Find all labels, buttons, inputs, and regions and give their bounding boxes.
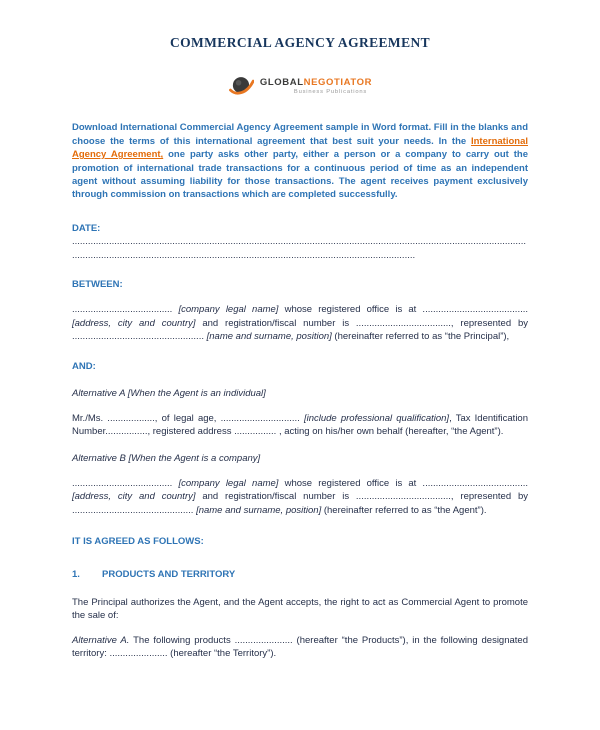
brand-global: GLOBAL [259, 76, 304, 88]
logo [72, 73, 528, 99]
placeholder-company-legal-name: [company legal name] [178, 477, 279, 489]
alternative-b-agent-heading: Alternative B [When the Agent is a company] [72, 453, 261, 465]
agent-company-clause [72, 477, 528, 517]
between-heading: BETWEEN: [72, 279, 123, 291]
clause-text: and registration/fiscal number is ...................................., represented by .................................................. [72, 317, 528, 343]
clause-text: whose registered office is at ........................................ [278, 477, 529, 489]
date-label: DATE: [72, 222, 101, 234]
blank-company-name: ...................................... [72, 304, 179, 316]
section-1-intro-clause: The Principal authorizes the Agent, and the Agent accepts, the right to act as Commercial Agent to promote the sale of: [72, 596, 528, 622]
alternative-a-label: Alternative A. [72, 634, 130, 646]
globe-logo-icon [228, 73, 254, 99]
clause-text: (hereinafter referred to as “the Principal”), [331, 331, 510, 343]
brand-negotiator: NEGOTIATOR [303, 76, 373, 88]
agent-individual-clause [72, 412, 528, 439]
clause-text: (hereinafter referred to as “the Agent”). [321, 504, 487, 516]
alternative-a-agent-heading: Alternative A [When the Agent is an individual] [72, 388, 266, 400]
clause-text: and registration/fiscal number is ...................................., represented by .............................................. [72, 491, 528, 516]
and-heading: AND: [72, 360, 96, 372]
products-alternative-a-clause [72, 634, 528, 661]
section-1-number: 1. [72, 569, 80, 581]
date-fill-blank: .............................................................................................................................................................................................................................................................................................................. [72, 236, 526, 261]
section-1-heading [72, 568, 528, 581]
blank-company-name: ...................................... [72, 477, 179, 489]
agreed-heading: IT IS AGREED AS FOLLOWS: [72, 535, 204, 547]
section-1-title: PRODUCTS AND TERRITORY [102, 569, 236, 581]
placeholder-name-surname-position: [name and surname, position] [206, 331, 332, 343]
principal-clause [72, 303, 528, 343]
clause-text: Mr./Ms. .................., of legal age, .............................. [72, 412, 304, 424]
placeholder-name-surname-position: [name and surname, position] [196, 504, 322, 516]
intro-paragraph [72, 121, 528, 201]
intro-text-before: Download International Commercial Agency Agreement sample in Word format. Fill in the blanks and choose the terms of this international agreement that best suit your needs. In the [72, 122, 528, 147]
placeholder-address: [address, city and country] [72, 317, 196, 329]
brand-tagline: Business Publications [293, 88, 368, 95]
brand-name [260, 78, 372, 88]
logo-text [260, 78, 372, 96]
clause-text: The following products ...................... (hereafter “the Products”), in the following designated territory: ...................... (hereafter “the Territory”). [72, 634, 528, 659]
placeholder-professional-qualification: [include professional qualification] [303, 412, 450, 424]
intro-text-after: one party asks other party, either a person or a company to carry out the promotion of international trade transactions for a continuous period of time as an independent agent without assuming liability for those transactions. The agent receives payment exclusively through commission on transactions which are completed successfully. [72, 149, 528, 201]
date-line [72, 222, 528, 262]
clause-text: , Tax Identification Number................, registered address ................ , acting on his/her own behalf (hereafter, “the Agent”). [72, 412, 529, 437]
international-agency-agreement-link[interactable]: International Agency Agreement, [72, 135, 528, 161]
document-title: COMMERCIAL AGENCY AGREEMENT [169, 35, 431, 50]
placeholder-company-legal-name: [company legal name] [178, 304, 279, 316]
placeholder-address: [address, city and country] [72, 491, 196, 503]
clause-text: whose registered office is at ........................................ [278, 304, 529, 316]
